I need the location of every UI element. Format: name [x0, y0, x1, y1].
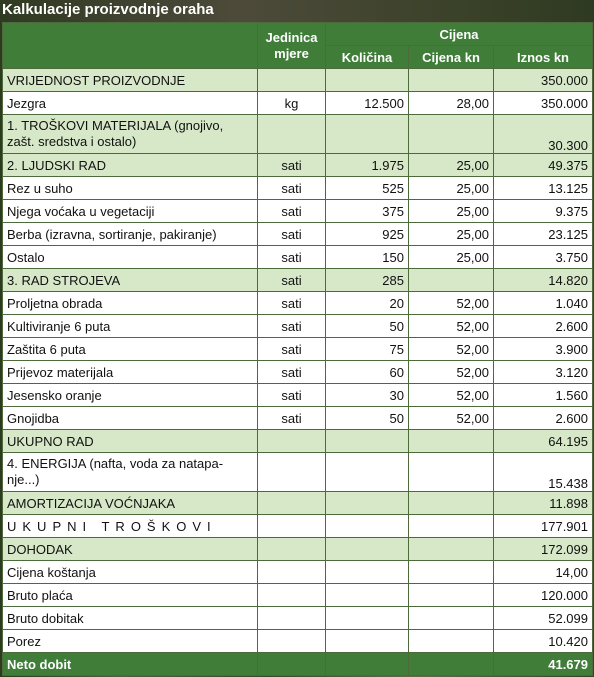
row-amount: 23.125: [494, 223, 593, 246]
row-quantity: [326, 584, 409, 607]
row-label: DOHODAK: [3, 538, 258, 561]
row-unit: sati: [258, 361, 326, 384]
row-quantity: [326, 492, 409, 515]
row-quantity: 75: [326, 338, 409, 361]
table-row: [3, 430, 593, 453]
row-label: 2. LJUDSKI RAD: [3, 154, 258, 177]
row-unit-price: [409, 453, 494, 492]
row-unit-price: [409, 515, 494, 538]
row-quantity: [326, 115, 409, 154]
row-unit-price: [409, 653, 494, 676]
table-row: [3, 269, 593, 292]
row-label: Neto dobit: [3, 653, 258, 676]
row-unit-price: [409, 69, 494, 92]
row-label: Bruto plaća: [3, 584, 258, 607]
row-label: Jezgra: [3, 92, 258, 115]
row-unit: [258, 538, 326, 561]
table-row: [3, 223, 593, 246]
row-amount: 172.099: [494, 538, 593, 561]
row-amount: 9.375: [494, 200, 593, 223]
row-quantity: 12.500: [326, 92, 409, 115]
row-unit: sati: [258, 407, 326, 430]
row-unit: [258, 115, 326, 154]
row-quantity: [326, 430, 409, 453]
table-row: [3, 607, 593, 630]
table-row: [3, 407, 593, 430]
header-amount: Iznos kn: [494, 46, 593, 69]
row-quantity: 375: [326, 200, 409, 223]
row-quantity: [326, 515, 409, 538]
row-unit-price: [409, 492, 494, 515]
row-amount: 13.125: [494, 177, 593, 200]
row-label: UKUPNO RAD: [3, 430, 258, 453]
row-amount: 2.600: [494, 315, 593, 338]
row-unit: sati: [258, 246, 326, 269]
header-row-top: [3, 23, 593, 46]
row-unit: kg: [258, 92, 326, 115]
row-unit-price: 52,00: [409, 292, 494, 315]
row-unit: sati: [258, 292, 326, 315]
row-amount: 3.900: [494, 338, 593, 361]
row-unit: [258, 453, 326, 492]
table-row: [3, 292, 593, 315]
row-label: Prijevoz materijala: [3, 361, 258, 384]
table-row: [3, 492, 593, 515]
row-quantity: [326, 453, 409, 492]
header-unit: Jedinica mjere: [258, 23, 326, 69]
row-amount: 10.420: [494, 630, 593, 653]
row-unit: [258, 430, 326, 453]
table-row: [3, 246, 593, 269]
row-unit: [258, 607, 326, 630]
row-unit: [258, 630, 326, 653]
row-label: Berba (izravna, sortiranje, pakiranje): [3, 223, 258, 246]
row-label: Jesensko oranje: [3, 384, 258, 407]
row-unit-price: 25,00: [409, 223, 494, 246]
row-unit-price: 28,00: [409, 92, 494, 115]
row-label: 1. TROŠKOVI MATERIJALA (gnojivo, zašt. sredstva i ostalo): [3, 115, 258, 154]
row-label: Kultiviranje 6 puta: [3, 315, 258, 338]
page-title: Kalkulacije proizvodnje oraha: [0, 0, 594, 22]
row-quantity: 50: [326, 315, 409, 338]
table-row: [3, 115, 593, 154]
row-label: Zaštita 6 puta: [3, 338, 258, 361]
row-unit-price: 52,00: [409, 338, 494, 361]
row-quantity: 285: [326, 269, 409, 292]
calculation-table: [2, 22, 593, 676]
row-unit: sati: [258, 223, 326, 246]
row-unit-price: 25,00: [409, 200, 494, 223]
row-label: [3, 515, 258, 538]
row-label: Porez: [3, 630, 258, 653]
row-amount: 177.901: [494, 515, 593, 538]
row-unit-price: 52,00: [409, 361, 494, 384]
row-label: VRIJEDNOST PROIZVODNJE: [3, 69, 258, 92]
row-unit: [258, 69, 326, 92]
table-row: [3, 200, 593, 223]
row-unit-price: [409, 630, 494, 653]
row-unit-price: [409, 607, 494, 630]
row-quantity: 20: [326, 292, 409, 315]
row-unit: sati: [258, 315, 326, 338]
table-row: [3, 584, 593, 607]
row-amount: 15.438: [494, 453, 593, 492]
row-amount: 3.750: [494, 246, 593, 269]
row-label: AMORTIZACIJA VOĆNJAKA: [3, 492, 258, 515]
row-quantity: [326, 69, 409, 92]
row-amount: 1.560: [494, 384, 593, 407]
table-row: [3, 92, 593, 115]
row-unit-price: [409, 561, 494, 584]
row-label: Njega voćaka u vegetaciji: [3, 200, 258, 223]
row-unit-price: [409, 430, 494, 453]
row-unit-price: [409, 538, 494, 561]
row-quantity: [326, 653, 409, 676]
table-row: [3, 177, 593, 200]
row-amount: 14.820: [494, 269, 593, 292]
table-row: [3, 653, 593, 676]
header-quantity: Količina: [326, 46, 409, 69]
row-label: Rez u suho: [3, 177, 258, 200]
row-unit: [258, 561, 326, 584]
row-unit: [258, 515, 326, 538]
table-row: [3, 154, 593, 177]
row-unit: [258, 492, 326, 515]
row-unit: sati: [258, 338, 326, 361]
row-quantity: [326, 538, 409, 561]
row-amount: 350.000: [494, 69, 593, 92]
table-row: [3, 361, 593, 384]
table-row: [3, 338, 593, 361]
row-label: Ostalo: [3, 246, 258, 269]
table-row: [3, 538, 593, 561]
row-unit: sati: [258, 154, 326, 177]
row-unit-price: [409, 584, 494, 607]
table-row: [3, 515, 593, 538]
table-row: [3, 630, 593, 653]
table-row: [3, 561, 593, 584]
row-amount: 350.000: [494, 92, 593, 115]
row-amount: 2.600: [494, 407, 593, 430]
row-amount: 49.375: [494, 154, 593, 177]
row-amount: 41.679: [494, 653, 593, 676]
row-unit-price: [409, 269, 494, 292]
table-row: [3, 384, 593, 407]
row-quantity: 60: [326, 361, 409, 384]
row-quantity: [326, 561, 409, 584]
row-unit: sati: [258, 269, 326, 292]
row-unit-price: 52,00: [409, 407, 494, 430]
row-unit: [258, 653, 326, 676]
header-price-group: Cijena: [326, 23, 593, 46]
row-label: 3. RAD STROJEVA: [3, 269, 258, 292]
table-row: [3, 453, 593, 492]
row-label: Proljetna obrada: [3, 292, 258, 315]
row-quantity: 50: [326, 407, 409, 430]
row-label: 4. ENERGIJA (nafta, voda za natapa-nje...): [3, 453, 258, 492]
row-unit-price: 52,00: [409, 384, 494, 407]
row-label: Cijena koštanja: [3, 561, 258, 584]
row-quantity: 525: [326, 177, 409, 200]
row-quantity: 30: [326, 384, 409, 407]
row-amount: 14,00: [494, 561, 593, 584]
table-body: [3, 69, 593, 676]
row-unit: [258, 584, 326, 607]
row-amount: 1.040: [494, 292, 593, 315]
row-amount: 11.898: [494, 492, 593, 515]
row-amount: 52.099: [494, 607, 593, 630]
row-quantity: [326, 607, 409, 630]
row-unit-price: 52,00: [409, 315, 494, 338]
table-row: [3, 315, 593, 338]
row-unit-price: 25,00: [409, 246, 494, 269]
row-unit-price: 25,00: [409, 154, 494, 177]
row-label: Bruto dobitak: [3, 607, 258, 630]
row-unit-price: 25,00: [409, 177, 494, 200]
row-label: Gnojidba: [3, 407, 258, 430]
table-row: [3, 69, 593, 92]
row-amount: 30.300: [494, 115, 593, 154]
row-amount: 120.000: [494, 584, 593, 607]
row-unit: sati: [258, 200, 326, 223]
row-label-text: UKUPNI TROŠKOVI: [7, 518, 217, 534]
row-quantity: 1.975: [326, 154, 409, 177]
row-quantity: 925: [326, 223, 409, 246]
row-quantity: [326, 630, 409, 653]
row-unit: sati: [258, 384, 326, 407]
row-quantity: 150: [326, 246, 409, 269]
row-amount: 3.120: [494, 361, 593, 384]
row-unit: sati: [258, 177, 326, 200]
header-unit-price: Cijena kn: [409, 46, 494, 69]
row-amount: 64.195: [494, 430, 593, 453]
header-blank: [3, 23, 258, 69]
row-unit-price: [409, 115, 494, 154]
